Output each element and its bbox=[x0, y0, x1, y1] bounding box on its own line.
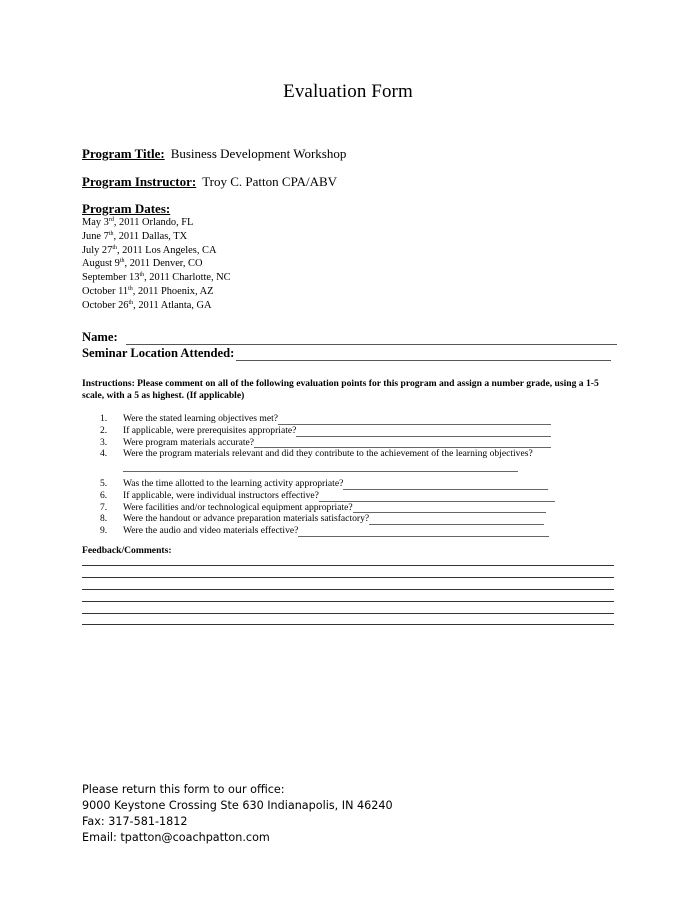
program-instructor-value: Troy C. Patton CPA/ABV bbox=[202, 174, 338, 189]
instructions-text: Instructions: Please comment on all of the following evaluation points for this program and assign a number grade, using a 1-5 scale, with a 5 as highest. (If applicable) bbox=[82, 378, 599, 401]
page-title: Evaluation Form bbox=[283, 81, 413, 102]
answer-field[interactable] bbox=[298, 527, 549, 537]
question-4-answer-row bbox=[100, 460, 555, 472]
feedback-line[interactable] bbox=[82, 589, 614, 590]
question-item: 3. Were program materials accurate? bbox=[100, 437, 555, 449]
office-address: 9000 Keystone Crossing Ste 630 Indianapolis, IN 46240 bbox=[82, 799, 393, 812]
answer-field[interactable] bbox=[319, 492, 555, 502]
seminar-location-row bbox=[82, 346, 611, 361]
answer-field[interactable] bbox=[353, 503, 546, 513]
feedback-line[interactable] bbox=[82, 601, 614, 602]
program-dates-list bbox=[82, 216, 231, 313]
answer-field[interactable] bbox=[278, 415, 551, 425]
date-item: October 11th, 2011 Phoenix, AZ bbox=[82, 285, 214, 297]
seminar-location-field[interactable] bbox=[236, 348, 611, 361]
name-field[interactable] bbox=[126, 332, 617, 345]
program-dates-label: Program Dates: bbox=[82, 201, 171, 216]
fax-number: Fax: 317-581-1812 bbox=[82, 815, 188, 828]
feedback-label: Feedback/Comments: bbox=[82, 545, 172, 556]
name-label: Name: bbox=[82, 330, 118, 344]
date-item: May 3rd, 2011 Orlando, FL bbox=[82, 217, 194, 228]
question-text: If applicable, were individual instructors effective? bbox=[123, 489, 319, 501]
date-item: August 9th, 2011 Denver, CO bbox=[82, 258, 203, 270]
program-title-value: Business Development Workshop bbox=[170, 146, 347, 161]
name-field-row bbox=[82, 330, 617, 345]
seminar-location-label: Seminar Location Attended: bbox=[82, 346, 235, 360]
question-item: 1. Were the stated learning objectives met? bbox=[100, 413, 555, 425]
question-item: 4. Were the program materials relevant and did they contribute to the achievement of the learning objectives? bbox=[100, 448, 533, 460]
feedback-line[interactable] bbox=[82, 577, 614, 578]
answer-field[interactable] bbox=[123, 462, 518, 472]
answer-field[interactable] bbox=[254, 438, 551, 448]
return-instruction: Please return this form to our office: bbox=[82, 783, 285, 796]
answer-field[interactable] bbox=[343, 480, 548, 490]
question-item: 5. Was the time allotted to the learning activity appropriate? bbox=[100, 478, 555, 490]
question-item: 6. If applicable, were individual instructors effective? bbox=[100, 490, 555, 502]
return-address-block bbox=[82, 782, 393, 846]
question-item: 9. Were the audio and video materials effective? bbox=[100, 525, 555, 537]
question-text: Were facilities and/or technological equipment appropriate? bbox=[123, 501, 353, 513]
email-address: Email: tpatton@coachpatton.com bbox=[82, 831, 270, 844]
program-instructor-row bbox=[82, 174, 337, 190]
program-title-row bbox=[82, 146, 346, 162]
program-instructor-label: Program Instructor: bbox=[82, 174, 197, 189]
question-text: If applicable, were prerequisites appropriate? bbox=[123, 424, 297, 436]
questions-list bbox=[100, 413, 555, 537]
date-item: October 26th, 2011 Atlanta, GA bbox=[82, 299, 212, 311]
date-item: July 27th, 2011 Los Angeles, CA bbox=[82, 244, 217, 256]
question-text: Were program materials accurate? bbox=[123, 436, 255, 448]
program-title-label: Program Title: bbox=[82, 146, 165, 161]
question-text: Were the program materials relevant and did they contribute to the achievement of the learning objectives? bbox=[123, 448, 533, 460]
question-text: Was the time allotted to the learning activity appropriate? bbox=[123, 477, 344, 489]
date-item: September 13th, 2011 Charlotte, NC bbox=[82, 272, 231, 284]
answer-field[interactable] bbox=[369, 515, 544, 525]
question-item: 8. Were the handout or advance preparation materials satisfactory? bbox=[100, 513, 555, 525]
question-text: Were the audio and video materials effective? bbox=[123, 525, 299, 537]
answer-field[interactable] bbox=[296, 427, 551, 437]
question-item: 2. If applicable, were prerequisites appropriate? bbox=[100, 425, 555, 437]
program-dates-heading bbox=[82, 201, 170, 217]
feedback-line[interactable] bbox=[82, 565, 614, 566]
date-item: June 7th, 2011 Dallas, TX bbox=[82, 230, 188, 242]
feedback-line[interactable] bbox=[82, 624, 614, 625]
feedback-line[interactable] bbox=[82, 613, 614, 614]
question-item: 7. Were facilities and/or technological equipment appropriate? bbox=[100, 502, 555, 514]
question-text: Were the handout or advance preparation materials satisfactory? bbox=[123, 513, 370, 525]
question-text: Were the stated learning objectives met? bbox=[123, 413, 279, 424]
